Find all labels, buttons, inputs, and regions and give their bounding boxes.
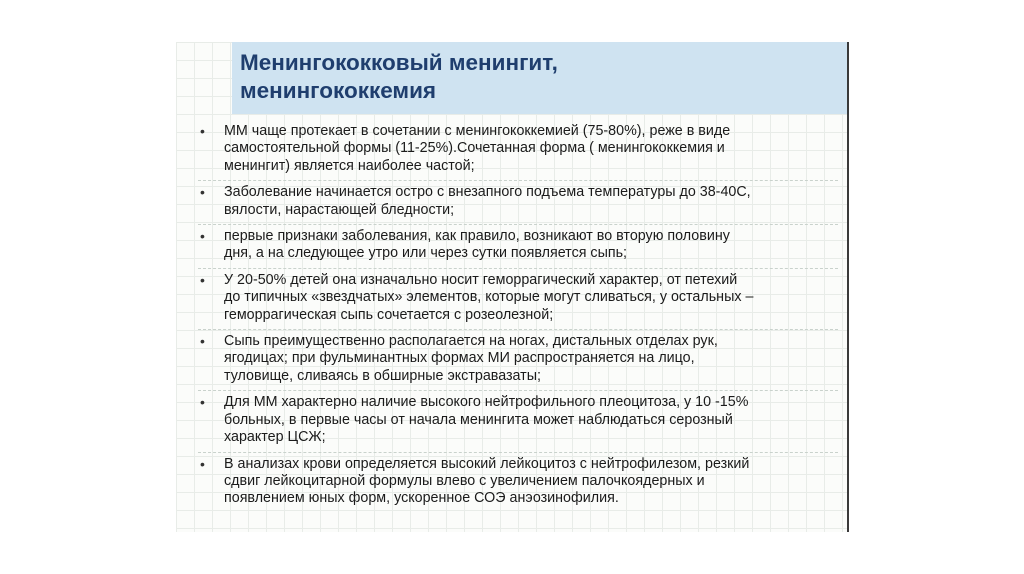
bullet-icon: •: [200, 271, 205, 288]
bullet-item: [198, 120, 838, 180]
bullet-item: [198, 390, 838, 451]
bullet-text-line: Для ММ характерно наличие высокого нейтрофильного плеоцитоза, у 10 -15%: [224, 394, 749, 411]
slide-title-line-1: Менингококковый менингит,: [240, 50, 558, 75]
bullet-text-line: больных, в первые часы от начала менингита может наблюдаться серозный: [224, 411, 733, 428]
bullet-icon: •: [200, 123, 205, 139]
bullet-text-line: В анализах крови определяется высокий лейкоцитоз с нейтрофилезом, резкий: [224, 455, 750, 472]
bullet-text-line: дня, а на следующее утро или через сутки появляется сыпь;: [224, 245, 628, 262]
bullet-text-line: Заболевание начинается остро с внезапного подъема температуры до 38-40С,: [224, 184, 751, 201]
bullet-text-line: характер ЦСЖ;: [224, 429, 326, 446]
bullet-text-line: туловище, сливаясь в обширные экстравазаты;: [224, 367, 541, 384]
bullet-text-line: появлением юных форм, ускоренное СОЭ анэозинофилия.: [224, 490, 619, 507]
bullet-item: [198, 329, 838, 390]
slide-right-border: [847, 42, 849, 532]
bullet-text-line: ММ чаще протекает в сочетании с менингококкемией (75-80%), реже в виде: [224, 123, 731, 139]
slide: [176, 42, 848, 532]
bullet-text-line: до типичных «звездчатых» элементов, которые могут сливаться, у остальных –: [224, 289, 754, 306]
bullet-text-line: У 20-50% детей она изначально носит геморрагический характер, от петехий: [224, 271, 738, 288]
slide-title: [240, 49, 558, 105]
bullet-item: [198, 180, 838, 224]
bullet-icon: •: [200, 184, 205, 201]
bullet-item: [198, 452, 838, 513]
bullet-item: [198, 268, 838, 329]
bullet-icon: •: [200, 455, 205, 472]
bullet-icon: •: [200, 333, 205, 350]
bullet-text-line: сдвиг лейкоцитарной формулы влево с увеличением палочкоядерных и: [224, 472, 705, 489]
bullet-text-line: менингит) является наиболее частой;: [224, 157, 475, 174]
bullet-text-line: геморрагическая сыпь сочетается с розеолезной;: [224, 306, 554, 323]
bullet-list: [198, 120, 838, 513]
slide-title-line-2: менингококкемия: [240, 78, 437, 103]
bullet-text-line: Сыпь преимущественно располагается на ногах, дистальных отделах рук,: [224, 333, 718, 350]
bullet-item: [198, 224, 838, 268]
bullet-icon: •: [200, 228, 205, 245]
bullet-text-line: первые признаки заболевания, как правило, возникают во вторую половину: [224, 228, 730, 245]
bullet-text-line: вялости, нарастающей бледности;: [224, 201, 455, 218]
bullet-text-line: ягодицах; при фульминантных формах МИ распространяется на лицо,: [224, 350, 695, 367]
bullet-text-line: самостоятельной формы (11-25%).Сочетанная форма ( менингококкемия и: [224, 140, 725, 157]
slide-title-box: [232, 42, 848, 114]
bullet-icon: •: [200, 394, 205, 411]
